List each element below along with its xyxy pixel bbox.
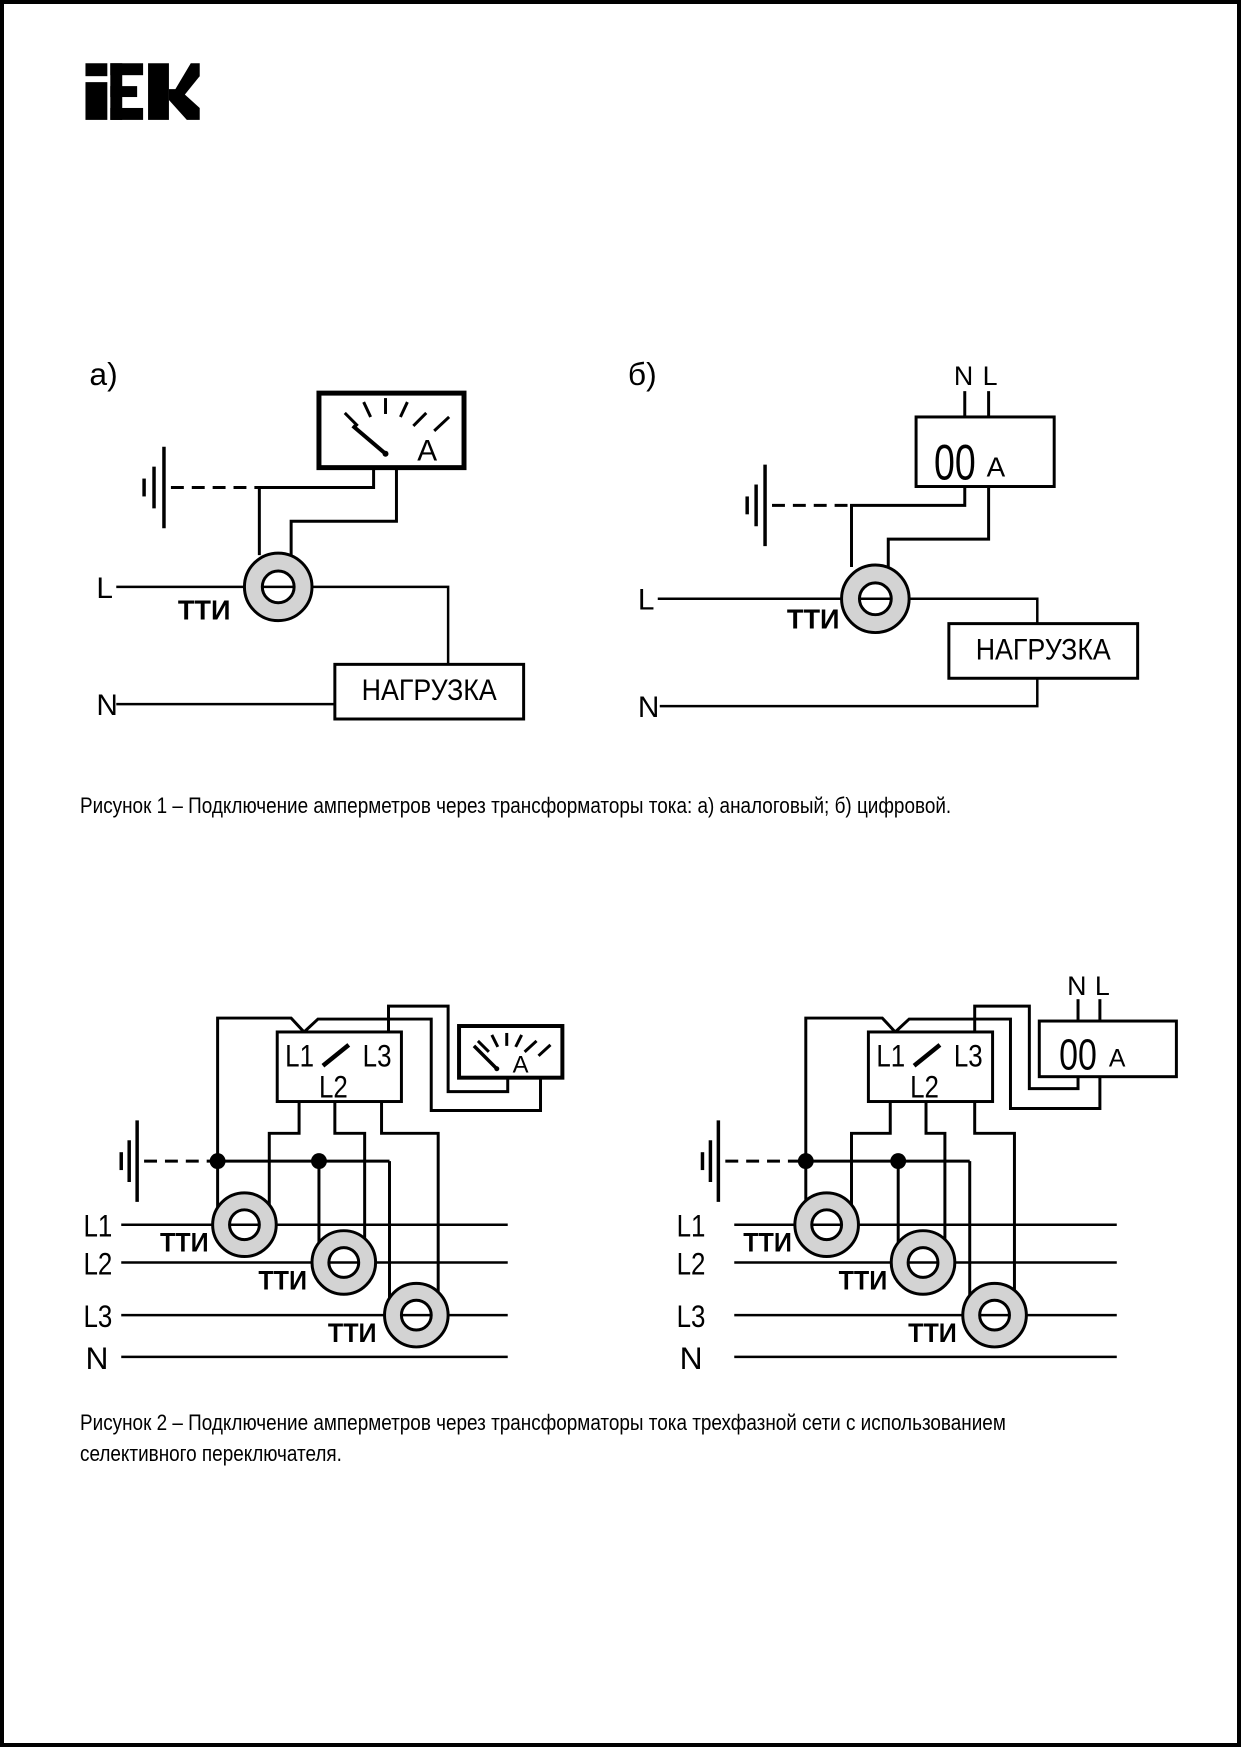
junction-dot — [210, 1153, 226, 1169]
selector-pos-l2: L2 — [910, 1068, 939, 1105]
phase-n-label: N — [85, 1339, 109, 1376]
selector-wire-l1 — [269, 1102, 299, 1205]
load-label: НАГРУЗКА — [361, 674, 497, 708]
digital-ammeter-unit: А — [1108, 1045, 1126, 1073]
junction-dot — [798, 1153, 814, 1169]
secondary-wire — [852, 487, 965, 567]
selector-pos-l3: L3 — [362, 1037, 392, 1074]
ground-icon — [144, 447, 164, 528]
phase-l2-label: L2 — [676, 1245, 706, 1282]
phase-l1-label: L1 — [676, 1207, 706, 1244]
terminal-l-label: L — [1094, 971, 1110, 1002]
digital-ammeter-value: 00 — [933, 434, 976, 491]
transformer-label: ТТИ — [908, 1317, 957, 1348]
terminal-n-label: N — [953, 361, 974, 392]
junction-dot — [890, 1153, 906, 1169]
figure2-caption-line1: Рисунок 2 – Подключение амперметров через трансформаторы тока трехфазной сети с использованием — [80, 1410, 1006, 1435]
transformer-label: ТТИ — [258, 1265, 308, 1296]
ground-icon — [747, 465, 765, 546]
phase-l2-label: L2 — [83, 1245, 113, 1282]
figure1-digital-diagram — [628, 356, 1138, 724]
phase-n-label: N — [679, 1339, 703, 1376]
iek-logo — [85, 63, 199, 120]
terminal-n-label: N — [1067, 971, 1087, 1002]
part-a-label: а) — [89, 356, 118, 393]
terminal-l-label: L — [982, 361, 998, 392]
part-b-label: б) — [627, 356, 657, 393]
line-l-label: L — [637, 583, 655, 617]
ammeter-unit-label: A — [417, 434, 438, 468]
secondary-wire — [291, 468, 396, 556]
transformer-label: ТТИ — [743, 1227, 792, 1258]
ground-icon — [121, 1120, 137, 1201]
needle-pivot — [383, 451, 389, 457]
selector-pos-l1: L1 — [876, 1037, 906, 1074]
phase-l3-label: L3 — [676, 1298, 706, 1335]
selector-pos-l1: L1 — [285, 1037, 314, 1074]
figure2-caption-line2: селективного переключателя. — [80, 1441, 342, 1466]
digital-ammeter-unit: А — [986, 451, 1006, 483]
line-n-label: N — [637, 691, 660, 725]
transformer-label: ТТИ — [786, 603, 840, 635]
transformer-label: ТТИ — [159, 1227, 209, 1258]
line-n-label: N — [96, 689, 118, 723]
diagrams-canvas — [4, 4, 1237, 1743]
selector-wire-l2 — [926, 1102, 945, 1240]
ammeter-unit-label: A — [512, 1051, 529, 1079]
phase-l3-label: L3 — [83, 1298, 113, 1335]
figure2-digital-diagram — [677, 971, 1177, 1376]
selector-wire-l1 — [852, 1102, 891, 1205]
figure1-analog-diagram — [89, 356, 523, 722]
analog-ammeter-box — [459, 1026, 562, 1078]
digital-ammeter-value: 00 — [1059, 1030, 1097, 1080]
figure1-caption: Рисунок 1 – Подключение амперметров через трансформаторы тока: а) аналоговый; б) цифровой. — [80, 793, 952, 818]
line-l-wire — [116, 587, 448, 664]
selector-wire-l2 — [335, 1102, 365, 1239]
load-label: НАГРУЗКА — [975, 633, 1111, 667]
transformer-label: ТТИ — [838, 1265, 888, 1296]
line-n-wire — [660, 678, 1038, 706]
junction-dot — [311, 1153, 327, 1169]
line-l-label: L — [96, 571, 113, 605]
phase-l1-label: L1 — [83, 1207, 113, 1244]
figure2-analog-diagram — [83, 1006, 562, 1376]
secondary-wire — [259, 468, 373, 555]
selector-pos-l2: L2 — [318, 1068, 348, 1105]
transformer-label: ТТИ — [327, 1317, 377, 1348]
needle-pivot — [494, 1066, 499, 1071]
ground-icon — [702, 1120, 718, 1201]
secondary-wire — [888, 487, 988, 568]
transformer-label: ТТИ — [177, 594, 231, 626]
figure2-caption — [80, 1407, 1006, 1469]
selector-pos-l3: L3 — [953, 1037, 983, 1074]
analog-ammeter-box — [319, 393, 464, 468]
